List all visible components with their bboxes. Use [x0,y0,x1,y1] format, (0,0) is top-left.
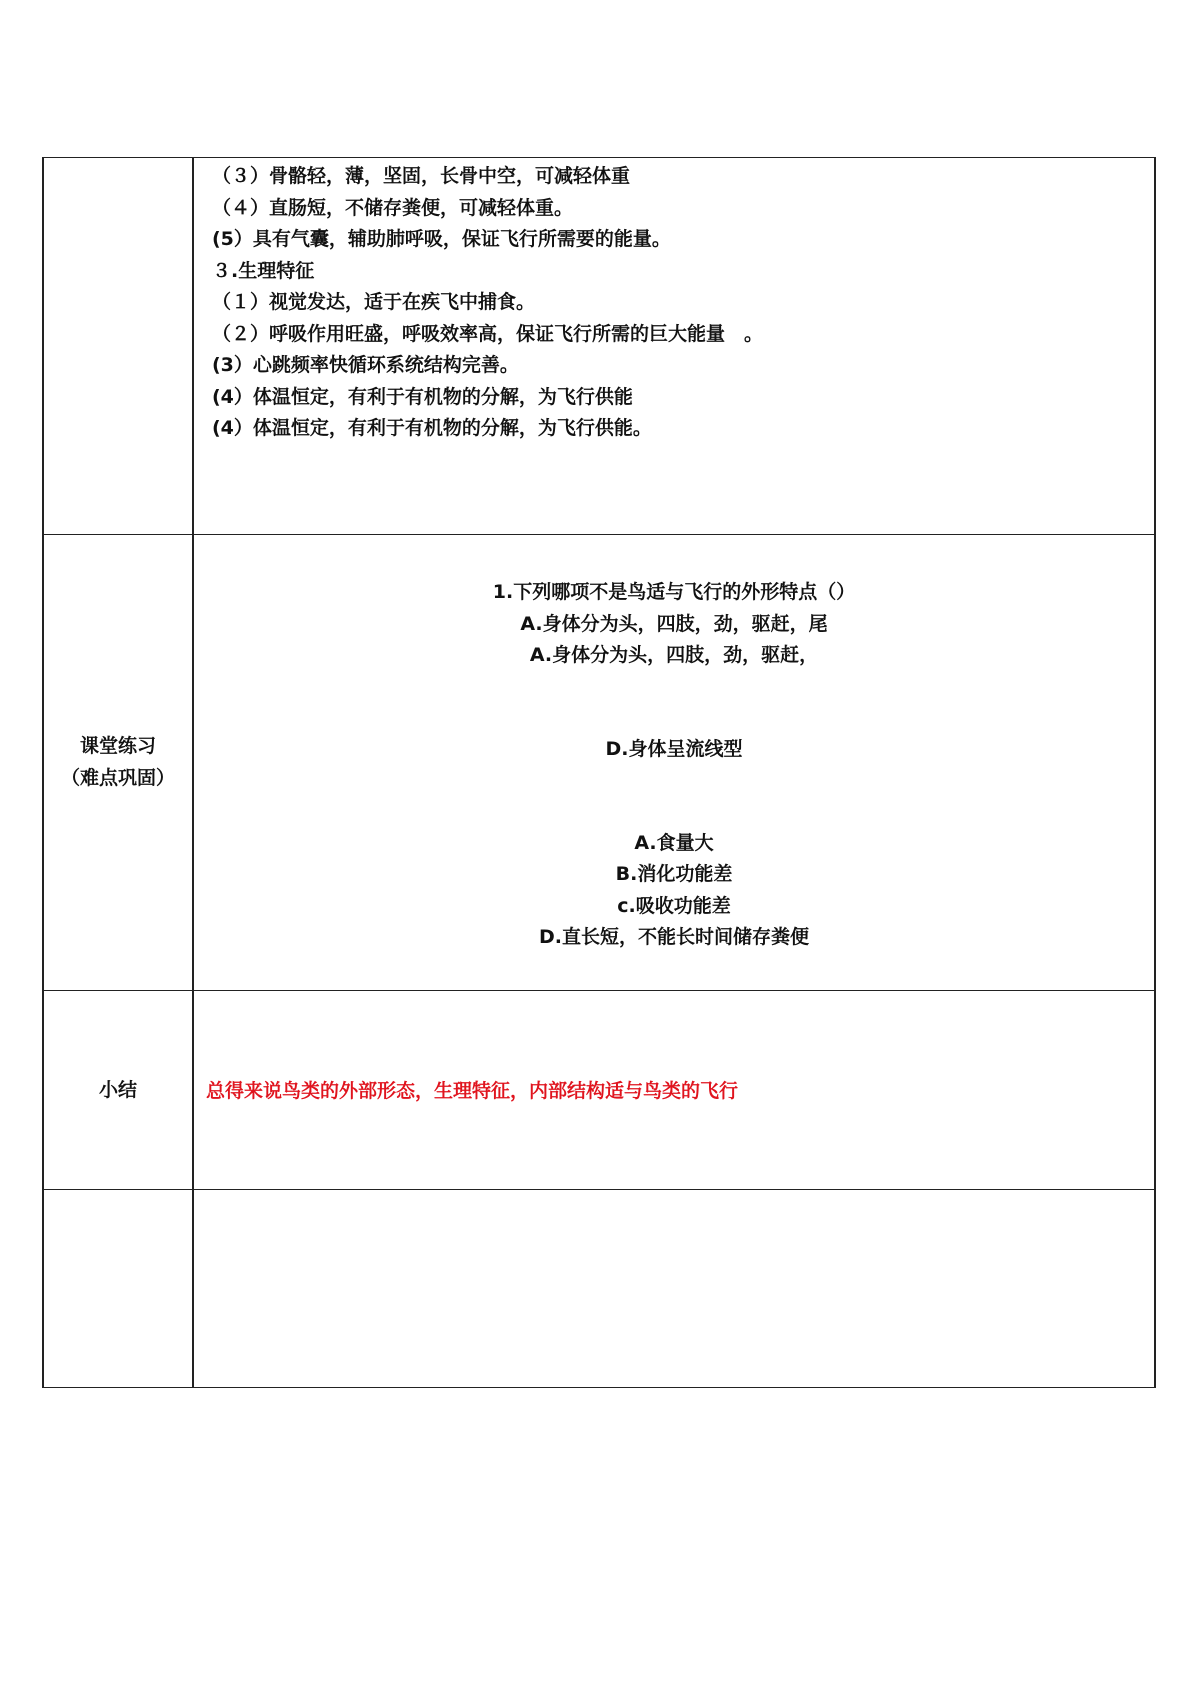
row-label-cell [44,1189,192,1388]
row-divider [42,534,1156,535]
option-text: D.身体呈流线型 [605,738,743,760]
row-label-cell [44,157,192,534]
option-text: A.身体分为头，四肢，劲，驱赶，尾 [520,613,828,635]
row-divider [42,990,1156,991]
summary-text: 总得来说鸟类的外部形态，生理特征，内部结构适与鸟类的飞行 [206,1080,739,1102]
text-line: （１）视觉发达，适于在疾飞中捕食。 [212,291,536,313]
option-text: A.身体分为头，四肢，劲，驱赶， [529,644,819,666]
table-border-bottom [42,1387,1156,1388]
text-line: (5）具有气囊，辅助肺呼吸，保证飞行所需要的能量。 [212,228,671,250]
table-row [42,990,1156,1189]
text-line: (4）体温恒定，有利于有机物的分解，为飞行供能 [212,385,633,408]
table-row [42,157,1156,534]
table-border-left [42,157,44,1388]
question-text: 1.下列哪项不是鸟适与飞行的外形特点（） [492,581,856,603]
table-border-right [1154,157,1156,1388]
table-border-top [42,157,1156,158]
text-line: （２）呼吸作用旺盛，呼吸效率高，保证飞行所需的巨大能量 。 [212,322,764,345]
text-line: （４）直肠短，不储存粪便，可减轻体重。 [212,196,574,219]
text-line: （３）骨骼轻，薄，坚固，长骨中空，可减轻体重 [212,165,631,187]
content-cell [194,1189,1154,1388]
option-text: c.吸收功能差 [617,895,731,917]
row-label-cell [44,534,192,990]
table-row [42,534,1156,990]
table-row [42,1189,1156,1388]
option-text: B.消化功能差 [615,863,733,885]
content-cell [194,157,1154,534]
row-label-line: （难点巩固） [60,767,175,789]
option-text: A.食量大 [634,832,714,854]
row-label-line: 课堂练习 [79,735,156,757]
row-label-cell: 小结 [98,1078,137,1101]
column-divider [192,157,194,1388]
text-line: (4）体温恒定，有利于有机物的分解，为飞行供能。 [212,417,652,439]
row-divider [42,1189,1156,1190]
section-heading: ３.生理特征 [212,259,315,282]
lesson-table [42,157,1156,1388]
content-cell [194,534,1154,990]
content-cell [194,990,1154,1189]
text-line: (3）心跳频率快循环系统结构完善。 [212,354,519,376]
option-text: D.直长短，不能长时间储存粪便 [539,926,809,948]
